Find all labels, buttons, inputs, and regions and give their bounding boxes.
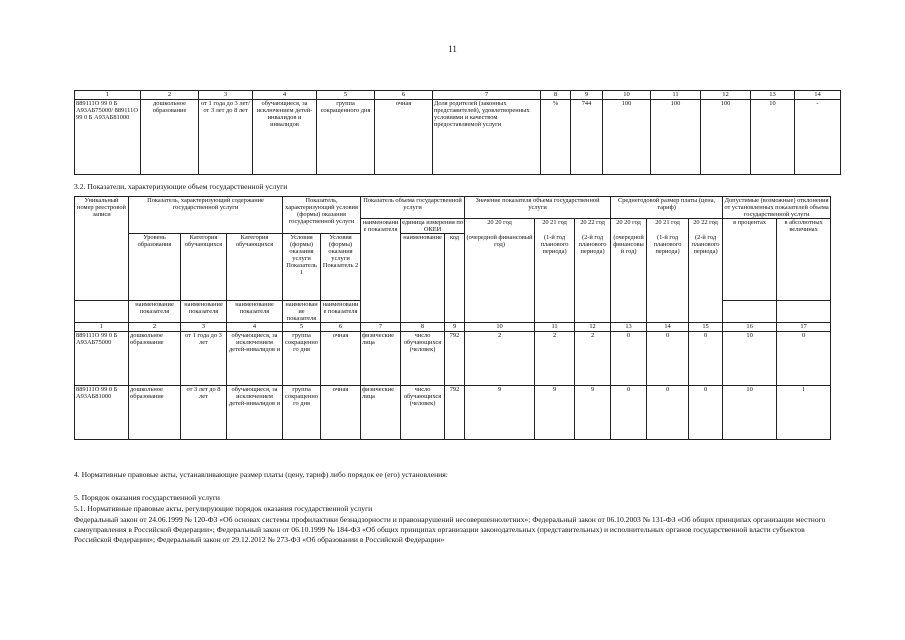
header-price-period-next: (очередной финансовый год): [611, 234, 647, 323]
header-period-second: (2-й год планового периода): [575, 234, 611, 323]
table2-col-number: 8: [401, 323, 445, 332]
table-cell: 100: [603, 100, 651, 175]
header-category-2: Категория обучающихся: [227, 234, 283, 301]
table-cell: группа сокращенного дня: [283, 332, 321, 386]
table2-col-number: 4: [227, 323, 283, 332]
header-in-percent: в процентах: [723, 219, 777, 301]
table1-header-row: [75, 91, 841, 100]
table-cell: 0: [611, 386, 647, 440]
table-cell: 0: [647, 386, 689, 440]
table-row: [75, 386, 831, 440]
table2-col-number: 10: [465, 323, 535, 332]
table1-col-number: 13: [751, 91, 795, 100]
table1-col-number: 9: [571, 91, 603, 100]
table1-col-number: 12: [701, 91, 751, 100]
table2-col-number: 11: [535, 323, 575, 332]
header-price-year-2020: 20 20 год: [611, 219, 647, 234]
table2-number-row: [75, 323, 831, 332]
table-cell: 100: [701, 100, 751, 175]
table-cell: физические лица: [361, 386, 401, 440]
table1-col-number: 11: [651, 91, 701, 100]
section-5: 5. Порядок оказания государственной услуги: [74, 493, 220, 502]
table-row: [75, 100, 841, 175]
header-price-period-first: (1-й год планового периода): [647, 234, 689, 323]
header-category: Категория обучающихся: [181, 234, 227, 301]
header-name-4: наименование показателя: [283, 301, 321, 323]
header-condition-1: Условия (формы) оказания услуги Показатель 1: [283, 234, 321, 301]
table2-col-number: 7: [361, 323, 401, 332]
header-period-next: (очередной финансовый год): [465, 234, 535, 323]
table2-col-number: 16: [723, 323, 777, 332]
header-indicator-name: наименование показателя: [361, 219, 401, 323]
table-cell: число обучающихся (человек): [401, 332, 445, 386]
table-cell: 2: [535, 332, 575, 386]
table-cell: 889111О 99 0 Б А93АБ81000: [75, 386, 129, 440]
table1-col-number: 1: [75, 91, 141, 100]
header-year-2020: 20 20 год: [465, 219, 535, 234]
table-cell: очная: [321, 386, 361, 440]
table-cell: 9: [575, 386, 611, 440]
table-cell: 100: [651, 100, 701, 175]
table-cell: от 1 года до 3 лет/ от 3 лет до 8 лет: [199, 100, 253, 175]
header-content: Показатель, характеризующий содержание государственной услуги: [129, 197, 283, 234]
table-cell: группа сокращенного дня: [317, 100, 375, 175]
table1-col-number: 5: [317, 91, 375, 100]
table-cell: обучающиеся, за исключением детей-инвалидов и инвалидов: [253, 100, 317, 175]
header-conditions: Показатель, характеризующий условия (формы) оказания государственной услуги: [283, 197, 361, 234]
header-in-absolute: в абсолютных величинах: [777, 219, 831, 301]
table2-col-number: 3: [181, 323, 227, 332]
header-blank-3: [777, 301, 831, 323]
table-cell: 10: [723, 386, 777, 440]
header-price: Среднегодовой размер платы (цена, тариф): [611, 197, 723, 219]
header-price-year-2021: 20 21 год: [647, 219, 689, 234]
table-cell: 2: [465, 332, 535, 386]
volume-indicators-table: [74, 196, 831, 440]
table2-col-number: 13: [611, 323, 647, 332]
table1-col-number: 6: [375, 91, 433, 100]
header-blank-2: [723, 301, 777, 323]
header-price-period-second: (2-й год планового периода): [689, 234, 723, 323]
table2-col-number: 15: [689, 323, 723, 332]
table2-col-number: 12: [575, 323, 611, 332]
table-cell: физические лица: [361, 332, 401, 386]
table-cell: 0: [647, 332, 689, 386]
table-cell: от 3 лет до 8 лет: [181, 386, 227, 440]
table-cell: 792: [445, 386, 465, 440]
table-cell: обучающиеся, за исключением детей-инвалидов и: [227, 332, 283, 386]
header-condition-2: Условия (формы) оказания услуги Показатель 2: [321, 234, 361, 301]
table-cell: 889111О 99 0 Б А93АБ75000: [75, 332, 129, 386]
legal-acts-text: Федеральный закон от 24.06.1999 № 120-ФЗ «Об основах системы профилактики безнадзорности и правонарушений несовершеннолетних»; Федеральный закон от 06.10.2003 № 131-ФЗ «Об общих принципах организации местного самоуправления в Российской Федерации»; Федеральный закон от 06.10.1999 № 184-ФЗ «Об общих принципах организации законодательных (представительных) и исполнительных органов государственной власти субъектов Российской Федерации»; Федеральный закон от 29.12.2012 № 273-ФЗ «Об образовании в Российской Федерации»: [74, 515, 826, 544]
table2-col-number: 2: [129, 323, 181, 332]
header-price-year-2022: 20 22 год: [689, 219, 723, 234]
header-name-5: наименование показателя: [321, 301, 361, 323]
table-cell: от 1 года до 3 лет: [181, 332, 227, 386]
table-cell: 10: [751, 100, 795, 175]
table-cell: дошкольное образование: [129, 386, 181, 440]
header-year-2022: 20 22 год: [575, 219, 611, 234]
table-cell: 0: [689, 386, 723, 440]
page-number: 11: [448, 44, 457, 54]
table2-col-number: 5: [283, 323, 321, 332]
table-cell: Доля родителей (законных представителей), удовлетворенных условиями и качеством предоставляемой услуги: [433, 100, 541, 175]
table2-col-number: 9: [445, 323, 465, 332]
header-period-first: (1-й год планового периода): [535, 234, 575, 323]
header-unit: единица измерения по ОКЕИ: [402, 219, 463, 233]
table-cell: 889111О 99 0 Б А93АБ75000/ 889111О 99 0 Б А93АБ81000: [75, 100, 141, 175]
table-cell: группа сокращенного дня: [283, 386, 321, 440]
table1-col-number: 3: [199, 91, 253, 100]
table2-col-number: 17: [777, 323, 831, 332]
table1-col-number: 4: [253, 91, 317, 100]
table2-col-number: 6: [321, 323, 361, 332]
header-name-3: наименование показателя: [227, 301, 283, 323]
header-name-2: наименование показателя: [181, 301, 227, 323]
table-cell: 0: [777, 332, 831, 386]
table-cell: обучающиеся, за исключением детей-инвалидов и: [227, 386, 283, 440]
table-cell: 792: [445, 332, 465, 386]
table-cell: 2: [575, 332, 611, 386]
table-cell: 0: [689, 332, 723, 386]
table1-col-number: 14: [795, 91, 841, 100]
section-5-1: 5.1. Нормативные правовые акты, регулирующие порядок оказания государственной услуги: [74, 504, 373, 513]
table-cell: 744: [571, 100, 603, 175]
table1-col-number: 2: [141, 91, 199, 100]
table1-col-number: 7: [433, 91, 541, 100]
table-cell: 10: [723, 332, 777, 386]
table-cell: -: [795, 100, 841, 175]
section-4: 4. Нормативные правовые акты, устанавливающие размер платы (цену, тариф) либо порядок ее (его) установления:: [74, 470, 448, 479]
table-cell: %: [541, 100, 571, 175]
table-cell: дошкольное образование: [129, 332, 181, 386]
header-deviation: Допустимые (возможные) отклонения от установленных показателей объема государственной услуги: [724, 197, 829, 218]
header-volume: Показатель объема государственной услуги: [361, 197, 465, 219]
header-value: Значение показателя объема государственной услуги: [465, 197, 611, 219]
table-cell: 9: [465, 386, 535, 440]
table-cell: число обучающихся (человек): [401, 386, 445, 440]
header-blank: [75, 301, 129, 323]
header-unit-name: наименование: [401, 234, 445, 323]
header-level: Уровень образования: [129, 234, 181, 301]
table-cell: очная: [375, 100, 433, 175]
table1-col-number: 8: [541, 91, 571, 100]
table-cell: дошкольное образование: [141, 100, 199, 175]
table-cell: 9: [535, 386, 575, 440]
header-unique-number: Уникальный номер реестровой записи: [75, 197, 129, 301]
table-cell: 1: [777, 386, 831, 440]
header-name-1: наименование показателя: [129, 301, 181, 323]
table-row: [75, 332, 831, 386]
table-cell: очная: [321, 332, 361, 386]
quality-indicators-table: [74, 90, 841, 175]
header-unit-code: код: [445, 234, 465, 323]
table1-col-number: 10: [603, 91, 651, 100]
header-year-2021: 20 21 год: [535, 219, 575, 234]
table2-col-number: 1: [75, 323, 129, 332]
table2-col-number: 14: [647, 323, 689, 332]
table-cell: 0: [611, 332, 647, 386]
section-heading-3-2: 3.2. Показатели, характеризующие объем государственной услуги: [74, 182, 288, 191]
